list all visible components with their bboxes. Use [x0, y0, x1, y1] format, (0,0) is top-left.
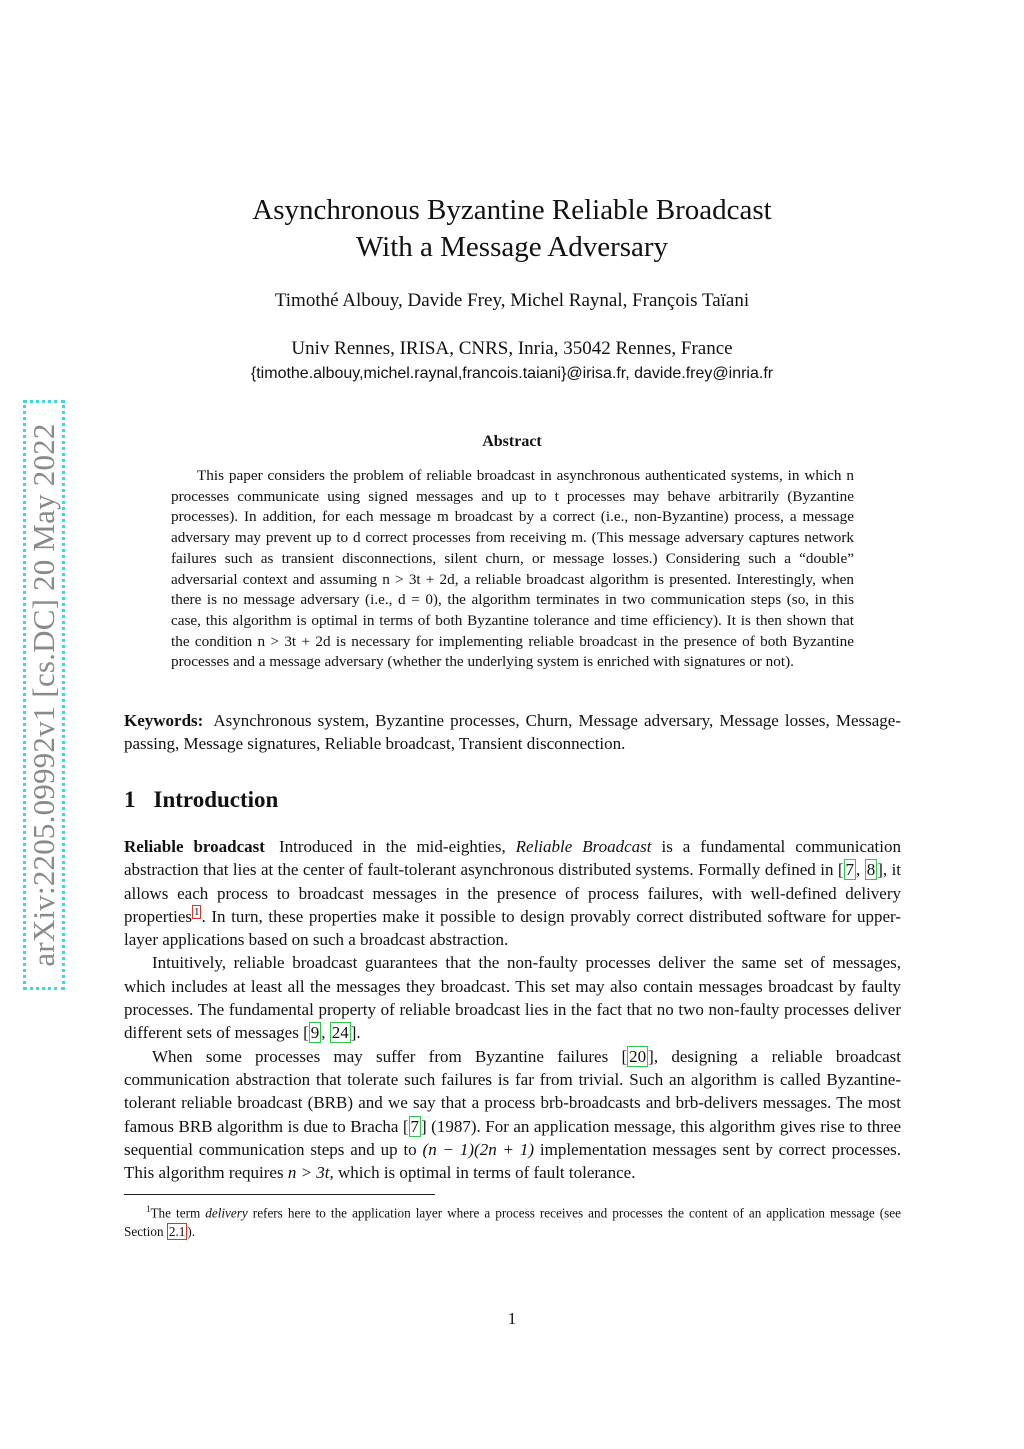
authors: Timothé Albouy, Davide Frey, Michel Raynal, François Taïani: [274, 290, 750, 311]
section-title: Introduction: [153, 787, 279, 812]
paragraph-text: Intuitively, reliable broadcast guarantees that the non-faulty processes deliver the same set of messages, which includes at least all the messages they broadcast. This set may also contain messages broadcast by faulty processes. The fundamental property of reliable broadcast lies in the fact that no two non-faulty processes deliver different sets of messages [: [124, 953, 901, 1043]
citation-link-7b[interactable]: 7: [410, 1116, 420, 1136]
citation-link-7[interactable]: 7: [845, 860, 855, 880]
citation-separator: ,: [856, 860, 865, 880]
abstract-text: This paper considers the problem of reliable broadcast in asynchronous authenticated systems, in which n processes communicate using signed messages and up to t processes may behave arbitrarily (Byzantine processes). In addition, for each message m broadcast by a correct (i.e., non-Byzantine) process, a message adversary may prevent up to d correct processes from receiving m. (This message adversary captures network failures such as transient disconnections, silent churn, or message losses.) Considering such a “double” adversarial context and assuming n > 3t + 2d, a reliable broadcast algorithm is presented. Interestingly, when there is no message adversary (i.e., d = 0), the algorithm terminates in two communication steps (so, in this case, this algorithm is optimal in terms of both Byzantine tolerance and time efficiency). It is then shown that the condition n > 3t + 2d is necessary for implementing reliable broadcast in the presence of both Byzantine processes and a message adversary (whether the underlying system is enriched with signatures or not).: [171, 467, 854, 671]
citation-link-9[interactable]: 9: [310, 1023, 320, 1043]
citation-link-20[interactable]: 20: [629, 1046, 647, 1066]
footnote: [124, 1200, 901, 1241]
section-number: 1: [124, 787, 136, 812]
paragraph-text: ] (1987). For an application message, this algorithm gives rise to three sequential communication steps and up to: [124, 1116, 901, 1159]
abstract-heading: Abstract: [482, 433, 542, 450]
paragraph-text: , which is optimal in terms of fault tolerance.: [329, 1163, 636, 1183]
paragraph-reliable-broadcast: [124, 835, 901, 951]
introduction-body: [124, 835, 901, 1184]
paragraph-byzantine: [124, 1045, 901, 1185]
citation-link-8[interactable]: 8: [866, 860, 876, 880]
paragraph-text: ].: [350, 1023, 361, 1043]
footnote-text: ).: [187, 1224, 196, 1240]
footnote-marker: 1: [146, 1204, 151, 1214]
emphasis-text: Reliable Broadcast: [515, 837, 652, 856]
paragraph-text: is a fundamental communication abstraction that lies at the center of fault-tolerant asynchronous distributed systems. Formally defined in [: [124, 837, 901, 880]
footnote-text: The term: [150, 1205, 206, 1221]
footnote-text: refers here to the application layer where a process receives and processes the content of an application message (see Section: [124, 1205, 902, 1240]
paragraph-text: implementation messages sent by correct processes. This algorithm requires: [124, 1139, 901, 1183]
paper-title-line-2: With a Message Adversary: [355, 231, 669, 263]
section-ref-link[interactable]: 2.1: [168, 1224, 186, 1240]
abstract-body: [171, 466, 854, 673]
paragraph-intuition: [124, 951, 901, 1044]
math-expression: (n − 1)(2n + 1): [422, 1139, 535, 1159]
section-heading: [124, 787, 278, 813]
citation-link-24[interactable]: 24: [331, 1023, 349, 1043]
arxiv-identifier[interactable]: arXiv:2205.09992v1 [cs.DC] 20 May 2022: [26, 423, 61, 967]
keywords-label: Keywords:: [124, 711, 204, 730]
paragraph-text: . In turn, these properties make it possible to design provably correct distributed software for upper-layer applications based on such a broadcast abstraction.: [124, 906, 901, 950]
keywords-text: Asynchronous system, Byzantine processes, Churn, Message adversary, Message losses, Message-passing, Message signatures, Reliable broadcast, Transient disconnection.: [124, 711, 901, 754]
paragraph-text: Introduced in the mid-eighties,: [278, 837, 516, 856]
page-number: 1: [507, 1309, 517, 1328]
footnote-rule: [124, 1194, 435, 1195]
author-emails: {timothe.albouy,michel.raynal,francois.taiani}@irisa.fr, davide.frey@inria.fr: [250, 365, 774, 382]
citation-separator: ,: [321, 1023, 330, 1043]
paragraph-text: ], designing a reliable broadcast communication abstraction that tolerate such failures is far from trivial. Such an algorithm is called Byzantine-tolerant reliable broadcast (BRB) and we say that a process brb-broadcasts and brb-delivers messages. The most famous BRB algorithm is due to Bracha [: [124, 1046, 901, 1136]
paragraph-text: When some processes may suffer from Byzantine failures [: [152, 1046, 628, 1066]
keywords-block: [124, 709, 901, 756]
math-expression: n > 3t: [287, 1163, 330, 1183]
footnote-emphasis: delivery: [205, 1205, 248, 1221]
footnote-link-1[interactable]: 1: [193, 906, 200, 919]
affiliation: Univ Rennes, IRISA, CNRS, Inria, 35042 Rennes, France: [291, 338, 733, 359]
paper-title-line-1: Asynchronous Byzantine Reliable Broadcast: [252, 194, 772, 226]
paragraph-text: ], it allows each process to broadcast messages in the presence of process failures, with well-defined delivery properties: [124, 860, 902, 926]
paragraph-title: Reliable broadcast: [124, 837, 265, 856]
